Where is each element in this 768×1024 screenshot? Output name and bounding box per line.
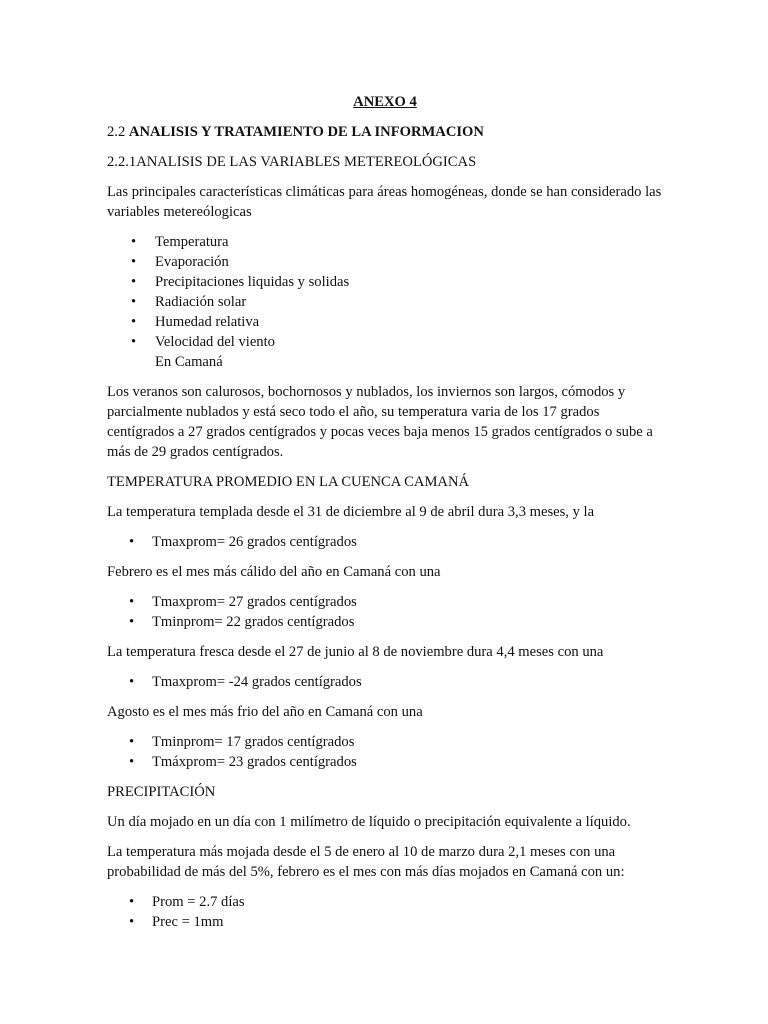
list-item-text: Prom = 2.7 días [152,894,245,910]
precip-list [107,892,663,932]
list-item [107,292,663,312]
bullet-icon: • [131,334,137,350]
list-item [107,272,663,292]
bullet-icon: • [131,314,137,330]
list-item-continuation [107,352,663,372]
temp-templada-list [107,532,663,552]
bullet-icon: • [129,734,135,750]
list-item [107,252,663,272]
temperature-heading: TEMPERATURA PROMEDIO EN LA CUENCA CAMANÁ [107,474,470,490]
list-item [107,232,663,252]
section-heading [107,122,663,142]
list-item-text: Tmáxprom= 23 grados centígrados [152,754,357,770]
list-item [107,732,663,752]
precip-definition-paragraph: Un día mojado en un día con 1 milímetro de líquido o precipitación equivalente a líquido. [107,814,631,830]
list-item [107,592,663,612]
section-title: ANALISIS Y TRATAMIENTO DE LA INFORMACION [128,124,484,140]
bullet-icon: • [131,254,137,270]
section-number: 2.2 [107,124,126,140]
list-item-text: Precipitaciones liquidas y solidas [155,274,350,290]
bullet-icon: • [129,754,135,770]
page-title: ANEXO 4 [353,94,417,110]
list-item-text: Tmaxprom= 26 grados centígrados [152,534,357,550]
list-item [107,752,663,772]
list-item-text: Tmaxprom= -24 grados centígrados [152,674,362,690]
list-item-text: Tmaxprom= 27 grados centígrados [152,594,357,610]
bullet-icon: • [131,274,137,290]
bullet-icon: • [129,594,135,610]
bullet-icon: • [131,234,137,250]
temp-fresca-list [107,672,663,692]
temp-fresca-paragraph: La temperatura fresca desde el 27 de junio al 8 de noviembre dura 4,4 meses con una [107,644,604,660]
bullet-icon: • [129,894,135,910]
variables-list [107,232,663,372]
febrero-list [107,592,663,632]
list-item-text: Radiación solar [155,294,247,310]
climate-paragraph: Los veranos son calurosos, bochornosos y nublados, los inviernos son largos, cómodos y parcialmente nublados y está seco todo el año, su temperatura varia de los 17 grados centígrados a 27 grados centígrados y pocas veces baja menos 15 grados centígrados o sube a más de 29 grados centígrados. [107,384,653,460]
agosto-paragraph: Agosto es el mes más frio del año en Camaná con una [107,704,423,720]
precip-paragraph: La temperatura más mojada desde el 5 de enero al 10 de marzo dura 2,1 meses con una probabilidad de más del 5%, febrero es el mes con más días mojados en Camaná con un: [107,844,625,880]
list-item-text: Tminprom= 17 grados centígrados [152,734,355,750]
list-item [107,672,663,692]
bullet-icon: • [129,534,135,550]
list-item-text: Velocidad del viento [155,334,275,350]
list-item [107,532,663,552]
bullet-icon: • [129,914,135,930]
list-item [107,312,663,332]
list-item-text: Humedad relativa [155,314,260,330]
list-item [107,332,663,352]
agosto-list [107,732,663,772]
list-item-text: Evaporación [155,254,229,270]
febrero-paragraph: Febrero es el mes más cálido del año en Camaná con una [107,564,441,580]
list-item-text: Temperatura [155,234,229,250]
precipitation-heading: PRECIPITACIÓN [107,784,216,800]
subsection-heading: 2.2.1ANALISIS DE LAS VARIABLES METEREOLÓGICAS [107,154,477,170]
bullet-icon: • [131,294,137,310]
list-item [107,612,663,632]
list-item-text: Tminprom= 22 grados centígrados [152,614,355,630]
bullet-icon: • [129,674,135,690]
temp-templada-paragraph: La temperatura templada desde el 31 de diciembre al 9 de abril dura 3,3 meses, y la [107,504,595,520]
list-item-text: Prec = 1mm [152,914,224,930]
list-item [107,912,663,932]
intro-paragraph: Las principales características climáticas para áreas homogéneas, donde se han considerado las variables metereólogicas [107,184,662,220]
list-item [107,892,663,912]
document-page [107,92,663,942]
list-item-text: En Camaná [155,354,223,370]
bullet-icon: • [129,614,135,630]
